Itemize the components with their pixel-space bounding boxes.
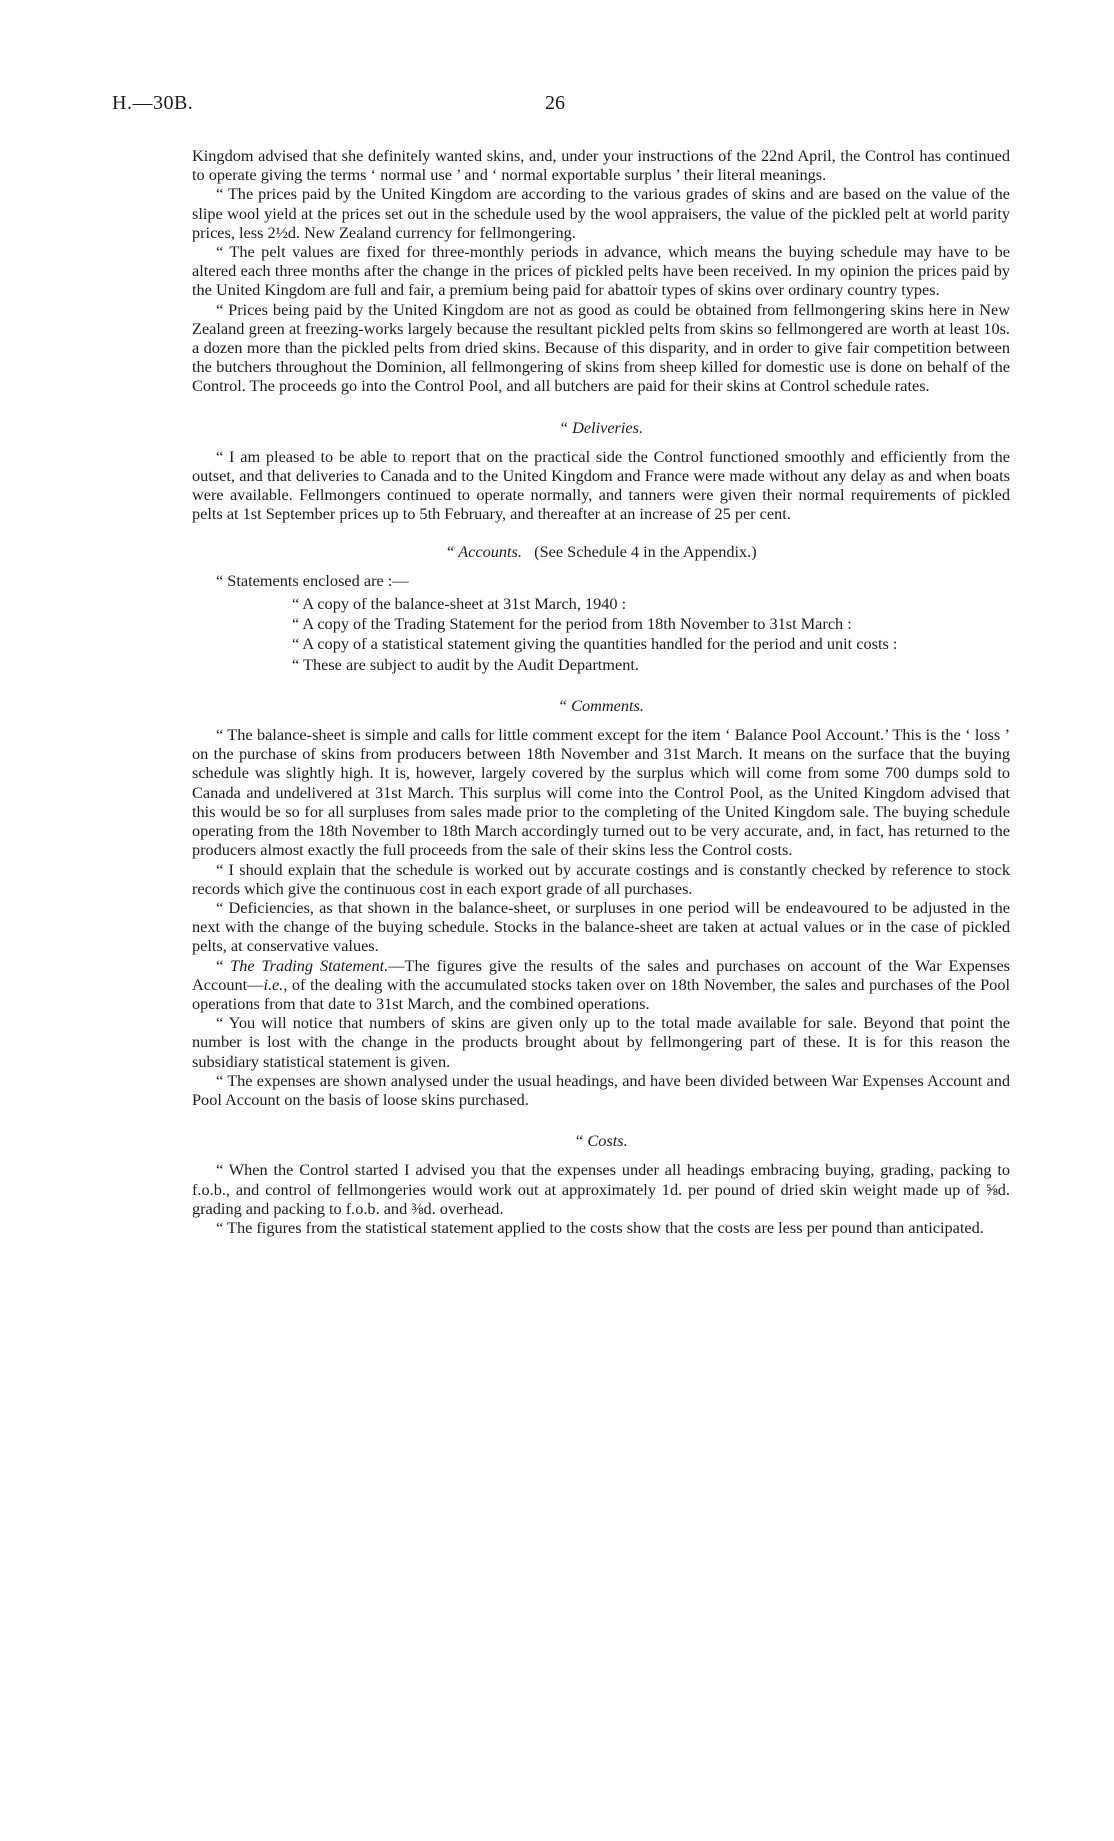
list-item: “ These are subject to audit by the Audit Department.: [292, 654, 639, 674]
paragraph-6: “ Statements enclosed are :—: [216, 570, 409, 590]
paragraph-1: Kingdom advised that she definitely wanted skins, and, under your instructions of the 22nd April, the Control has continued to operate giving the terms ‘ normal use ’ and ‘ normal exportable surplus ’ their literal meanings.: [192, 146, 1010, 185]
paragraph-3: “ The pelt values are fixed for three-monthly periods in advance, which means the buying schedule may have to be altered each three months after the change in the prices of pickled pelts have been received. In my opinion the prices paid by the United Kingdom are full and fair, a premium being paid for abattoir types of skins over ordinary country types.: [192, 242, 1010, 300]
heading-costs: “ Costs.: [574, 1131, 628, 1151]
page-number: 26: [545, 92, 565, 114]
document-reference: H.—30B.: [112, 92, 194, 114]
heading-comments: “ Comments.: [558, 695, 644, 715]
paragraph-10-text-1: —The figures give the results of the sales and purchases on account of the War Expenses Account—: [192, 955, 1011, 994]
paragraph-10-title: The Trading Statement.: [230, 955, 389, 975]
paragraph-11: “ You will notice that numbers of skins are given only up to the total made available for sale. Beyond that point the number is lost with the change in the products brought about by fellmongering part of these. It is for this reason the subsidiary statistical statement is given.: [192, 1013, 1010, 1071]
heading-deliveries: “ Deliveries.: [558, 417, 644, 437]
paragraph-4: “ Prices being paid by the United Kingdom are not as good as could be obtained from fellmongering skins here in New Zealand green at freezing-works largely because the resultant pickled pelts from skins so fellmongered are worth at least 10s. a dozen more than the pickled pelts from dried skins. Because of this disparity, and in order to give fair competition between the butchers throughout the Dominion, all fellmongering of skins from sheep killed for domestic use is done on behalf of the Control. The proceeds go into the Control Pool, and all butchers are paid for their skins at Control schedule rates.: [192, 299, 1010, 396]
paragraph-8: “ I should explain that the schedule is worked out by accurate costings and is constantly checked by reference to stock records which give the continuous cost in each export grade of all purchases.: [192, 859, 1010, 898]
paragraph-10-quote: “: [216, 955, 231, 975]
paragraph-12: “ The expenses are shown analysed under the usual headings, and have been divided between War Expenses Account and Pool Account on the basis of loose skins purchased.: [192, 1070, 1010, 1109]
heading-accounts-note: (See Schedule 4 in the Appendix.): [534, 541, 757, 561]
paragraph-2: “ The prices paid by the United Kingdom are according to the various grades of skins and are based on the value of the slipe wool yield at the prices set out in the schedule used by the wool appraisers, the value of the pickled pelt at world parity prices, less 2½d. New Zealand currency for fellmongering.: [192, 184, 1010, 242]
paragraph-5: “ I am pleased to be able to report that on the practical side the Control functioned smoothly and efficiently from the outset, and that deliveries to Canada and to the United Kingdom and France were made without any delay as and when boats were available. Fellmongers continued to operate normally, and tanners were given their normal requirements of pickled pelts at 1st September prices up to 5th February, and thereafter at an increase of 25 per cent.: [192, 446, 1010, 524]
paragraph-13: “ When the Control started I advised you that the expenses under all headings embracing buying, grading, packing to f.o.b., and control of fellmongeries would work out at approximately 1d. per pound of dried skin weight made up of ⅝d. grading and packing to f.o.b. and ⅜d. overhead.: [192, 1160, 1010, 1218]
document-body: [192, 146, 1010, 1237]
paragraph-10-ie: i.e.: [263, 974, 284, 994]
list-item: “ A copy of the balance-sheet at 31st March, 1940 :: [292, 594, 627, 614]
paragraph-10: [192, 956, 1010, 1014]
paragraph-14: “ The figures from the statistical statement applied to the costs show that the costs are less per pound than anticipated.: [216, 1217, 984, 1237]
list-item: “ A copy of the Trading Statement for the period from 18th November to 31st March :: [292, 614, 852, 634]
paragraph-9: “ Deficiencies, as that shown in the balance-sheet, or surpluses in one period will be endeavoured to be adjusted in the next with the change of the buying schedule. Stocks in the balance-sheet are taken at actual values or in the case of pickled pelts, at conservative values.: [192, 897, 1010, 956]
list-item: “ A copy of a statistical statement giving the quantities handled for the period and unit costs :: [292, 634, 898, 654]
paragraph-7: “ The balance-sheet is simple and calls for little comment except for the item ‘ Balance Pool Account.’ This is the ‘ loss ’ on the purchase of skins from producers between 18th November and 31st March. It means on the surface that the buying schedule was slightly high. It is, however, largely covered by the surplus which will come from some 700 dumps sold to Canada and undelivered at 31st March. This surplus will come into the Control Pool, as the United Kingdom advised that this would be so for all surpluses from sales made prior to the completing of the United Kingdom sale. The buying schedule operating from the 18th November to 18th March accordingly turned out to be very accurate, and, in fact, has returned to the producers almost exactly the full proceeds from the sale of their skins less the Control costs.: [192, 725, 1010, 860]
paragraph-10-text-2: , of the dealing with the accumulated stocks taken over on 18th November, the sales and purchases of the Pool operations from that date to 31st March, and the combined operations.: [192, 974, 1010, 1013]
heading-accounts: [192, 542, 1010, 561]
statements-list: [192, 594, 1010, 674]
heading-accounts-title: “ Accounts.: [445, 541, 522, 561]
